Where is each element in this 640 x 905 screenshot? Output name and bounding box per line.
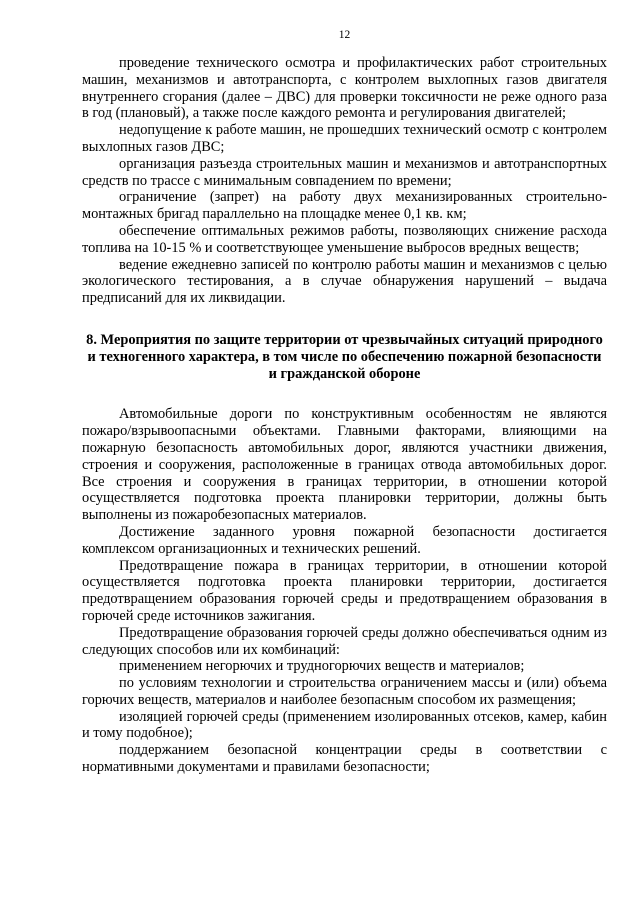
list-item-restriction: ограничение (запрет) на работу двух механизированных строительно-монтажных бригад параллельно на площадке менее 0,1 кв. км; [82,189,607,223]
list-item-inspection: проведение технического осмотра и профилактических работ строительных машин, механизмов и автотранспорта, с контролем выхлопных газов двигателя внутреннего сгорания (далее – ДВС) для проверки токсичности не реже одного раза в год (плановый), а также после каждого ремонта и регулирования двигателей; [82,55,607,122]
top-list [82,55,607,307]
list-item-isolation: изоляцией горючей среды (применением изолированных отсеков, камер, кабин и тому подобное); [82,708,607,742]
list-item-traffic: организация разъезда строительных машин и механизмов и автотранспортных средств по трассе с минимальным совпадением по времени; [82,155,607,189]
section-body [82,406,607,776]
page-number: 12 [338,29,351,41]
section-heading: 8. Мероприятия по защите территории от чрезвычайных ситуаций природного и техногенного характера, в том числе по обеспечению пожарной безопасности и гражданской обороне [86,331,603,382]
paragraph-methods: Предотвращение образования горючей среды должно обеспечиваться одним из следующих способов или их комбинаций: [82,624,607,658]
list-item-fuel: обеспечение оптимальных режимов работы, позволяющих снижение расхода топлива на 10-15 % и соответствующее уменьшение выбросов вредных веществ; [82,222,607,256]
list-item-concentration: поддержанием безопасной концентрации среды в соответствии с нормативными документами и правилами безопасности; [82,742,607,776]
list-item-admission: недопущение к работе машин, не прошедших технический осмотр с контролем выхлопных газов ДВС; [82,122,607,155]
paragraph-safety-level: Достижение заданного уровня пожарной безопасности достигается комплексом организационных и технических решений. [82,523,607,557]
paragraph-roads: Автомобильные дороги по конструктивным особенностям не являются пожаро/взрывоопасными объектами. Главными факторами, влияющими на пожарную безопасность автомобильных дорог, являются участники движения, строения и сооружения, расположенные в границах отвода автомобильных дорог. Все строения и сооружения в границах территории, в отношении которой осуществляется подготовка проекта планировки территории, должны быть выполнены из пожаробезопасных материалов. [82,406,607,524]
paragraph-prevention: Предотвращение пожара в границах территории, в отношении которой осуществляется подготовка проекта планировки территории, достигается предотвращением образования горючей среды и предотвращением образования в горючей среде источников зажигания. [82,557,607,624]
list-item-materials: применением негорючих и трудногорючих веществ и материалов; [119,658,525,675]
list-item-records: ведение ежедневно записей по контролю работы машин и механизмов с целью экологического тестирования, а в случае обнаружения нарушений – выдача предписаний для их ликвидации. [82,256,607,307]
list-item-mass-limit: по условиям технологии и строительства ограничением массы и (или) объема горючих веществ, материалов и наиболее безопасным способом их размещения; [82,675,607,708]
